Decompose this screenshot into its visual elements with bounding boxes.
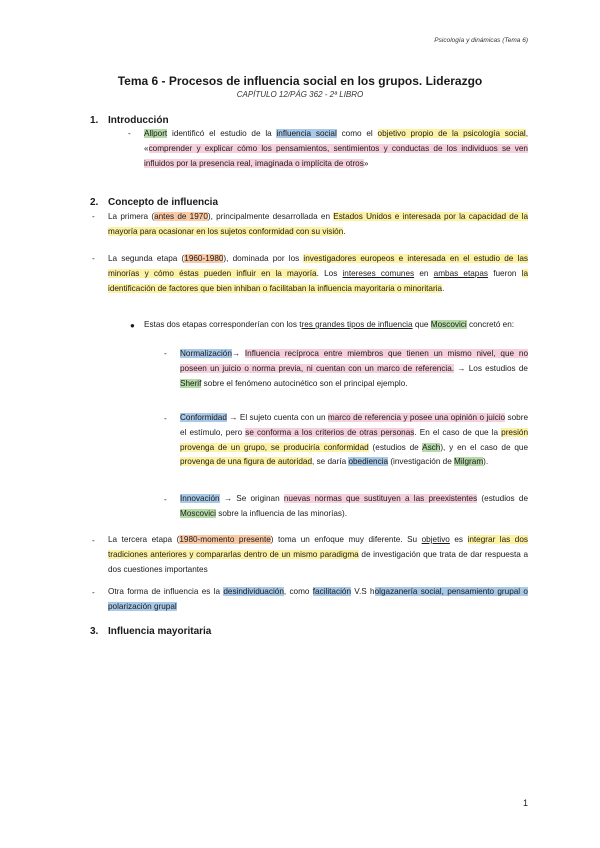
running-head: Psicología y dinámicas (Tema 6) [434,37,528,44]
highlight-author: Moscovici [180,508,216,518]
highlight-definition: se conforma a los criterios de otras personas [245,427,415,437]
normalizacion-paragraph [180,347,528,391]
conformidad-paragraph [180,411,528,470]
section-number: 1. [90,115,99,126]
text-run: La segunda etapa ( [108,254,185,263]
text-run: Estas dos etapas corresponderían con los t [144,320,302,329]
list-marker: - [92,212,95,221]
text-run: ) toma un enfoque muy diferente. Su [270,535,422,544]
text-run: , se daría [312,457,349,467]
document-title: Tema 6 - Procesos de influencia social en los grupos. Liderazgo [117,74,483,88]
highlight-key-idea: presión provenga de un grupo, se produciría conformidad [180,427,528,452]
highlight-key-idea: investigadores europeos e interesada en el estudio de las minorías y cómo éstas pueden influir en la mayoría [108,254,528,278]
highlight-key-idea: integrar las dos tradiciones anteriores y compararlas dentro de un mismo paradigma [108,535,528,559]
text-run: identificó el estudio de la [167,129,277,138]
text-run: ), y en el caso de que [440,442,528,452]
text-run: de investigación que trata de dar respuesta a dos cuestiones importantes [108,549,528,574]
highlight-term: desindividuación [223,587,284,596]
text-run: (estudios de [477,494,528,503]
section-heading-concepto [90,197,218,208]
highlight-term: facilitación [312,587,352,596]
underlined-term: res grandes tipos de influencia [301,320,413,329]
list-marker: - [92,588,95,597]
text-run: que [412,320,431,329]
text-run: ), dominada por los [223,254,304,263]
section-title: Introducción [108,115,169,126]
section-title: Influencia mayoritaria [108,626,212,637]
highlight-date: 1960-1980 [184,254,224,263]
highlight-key-idea: provenga de una figura de autoridad [180,457,313,467]
text-run: → El sujeto cuenta con un [226,413,328,422]
list-marker: - [128,129,131,138]
list-marker: - [164,495,167,504]
text-run: ), principalmente desarrollada en [207,212,334,221]
text-run: (investigación de [388,457,455,467]
highlight-author: Moscovici [430,320,467,329]
underlined-term: ambas etapas [433,268,489,278]
list-marker: - [92,536,95,545]
highlight-key-idea: objetivo propio de la psicología social [377,129,526,138]
highlight-term: Normalización [180,349,232,358]
innovacion-paragraph [180,492,528,522]
text-run: concretó en: [466,320,515,329]
intro-paragraph [144,127,528,171]
page-number: 1 [522,798,528,808]
highlight-date: antes de 1970 [154,212,208,221]
text-run: , « [144,129,528,153]
text-run: . [442,283,445,293]
highlight-date: 1980-momento presente [179,535,271,544]
bullet-marker: ● [130,321,135,330]
tipos-influencia-paragraph [144,318,528,333]
section-number: 3. [90,626,99,637]
highlight-term: Conformidad [180,413,227,422]
highlight-definition: nuevas normas que sustituyen a las preexistentes [283,494,478,503]
text-run: sobre el fenómeno autocinético son el principal ejemplo. [201,378,408,388]
text-run: ). [483,457,489,467]
highlight-author: Sherif [180,378,202,388]
text-run: V.S h [351,587,375,596]
highlight-key-idea: Estados Unidos e interesada por la capacidad de la mayoría para ocasionar en los sujetos conformidad con su visión [108,212,528,236]
highlight-key-idea: la identificación de factores que bien inhiban o facilitaban la influencia mayoritaria o minoritaria [108,268,529,293]
highlight-author: Allport [144,129,168,138]
highlight-author: Milgram [454,457,484,467]
text-run: → [231,349,245,358]
document-subtitle: CAPÍTULO 12/PÁG 362 - 2ª LIBRO [236,90,364,99]
etapa-2-paragraph [108,252,528,296]
text-run: sobre el estímulo, pero [180,413,528,437]
highlight-term: obediencia [348,457,389,467]
desindividuacion-paragraph [108,585,528,615]
text-run: La tercera etapa ( [108,535,180,544]
underlined-term: objetivo [421,535,450,544]
etapa-1-paragraph [108,210,528,240]
text-run: . En el caso de que la [414,427,502,437]
section-heading-mayoritaria [90,626,211,637]
text-run: (estudios de [368,442,423,452]
text-run: Otra forma de influencia es la [108,587,224,596]
highlight-definition: Influencia recíproca entre miembros que tienen un mismo nivel, que no poseen un juicio o norma previa, ni cuentan con un marco de referencia. [180,349,528,373]
text-run: es [449,535,468,544]
underlined-term: intereses comunes [342,268,415,278]
list-marker: - [164,349,167,358]
section-heading-introduccion [90,115,169,126]
text-run: en [414,268,434,278]
section-number: 2. [90,197,99,208]
text-run: → Los estudios de [454,363,528,373]
highlight-author: Asch [422,442,441,452]
highlight-definition: comprender y explicar cómo los pensamientos, sentimientos y conductas de los individuos se ven influidos por la presencia real, imaginada o implícita de otros [144,143,528,168]
text-run: sobre la influencia de las minorías). [215,508,348,518]
section-title: Concepto de influencia [108,197,219,208]
highlight-term: Innovación [180,494,220,503]
highlight-term: olgazanería social, pensamiento grupal o polarización grupal [108,587,528,611]
highlight-definition: marco de referencia y posee una opinión o juicio [327,413,506,422]
text-run: La primera ( [108,212,155,221]
text-run: fueron [488,268,522,278]
text-run: , como [283,587,313,596]
text-run: → Se originan [219,494,284,503]
list-marker: - [164,414,167,423]
highlight-term: influencia social [276,129,337,138]
text-run: . Los [316,268,343,278]
text-run: como el [336,129,378,138]
etapa-3-paragraph [108,533,528,577]
text-run: . [343,226,346,236]
list-marker: - [92,254,95,263]
text-run: » [363,158,369,168]
